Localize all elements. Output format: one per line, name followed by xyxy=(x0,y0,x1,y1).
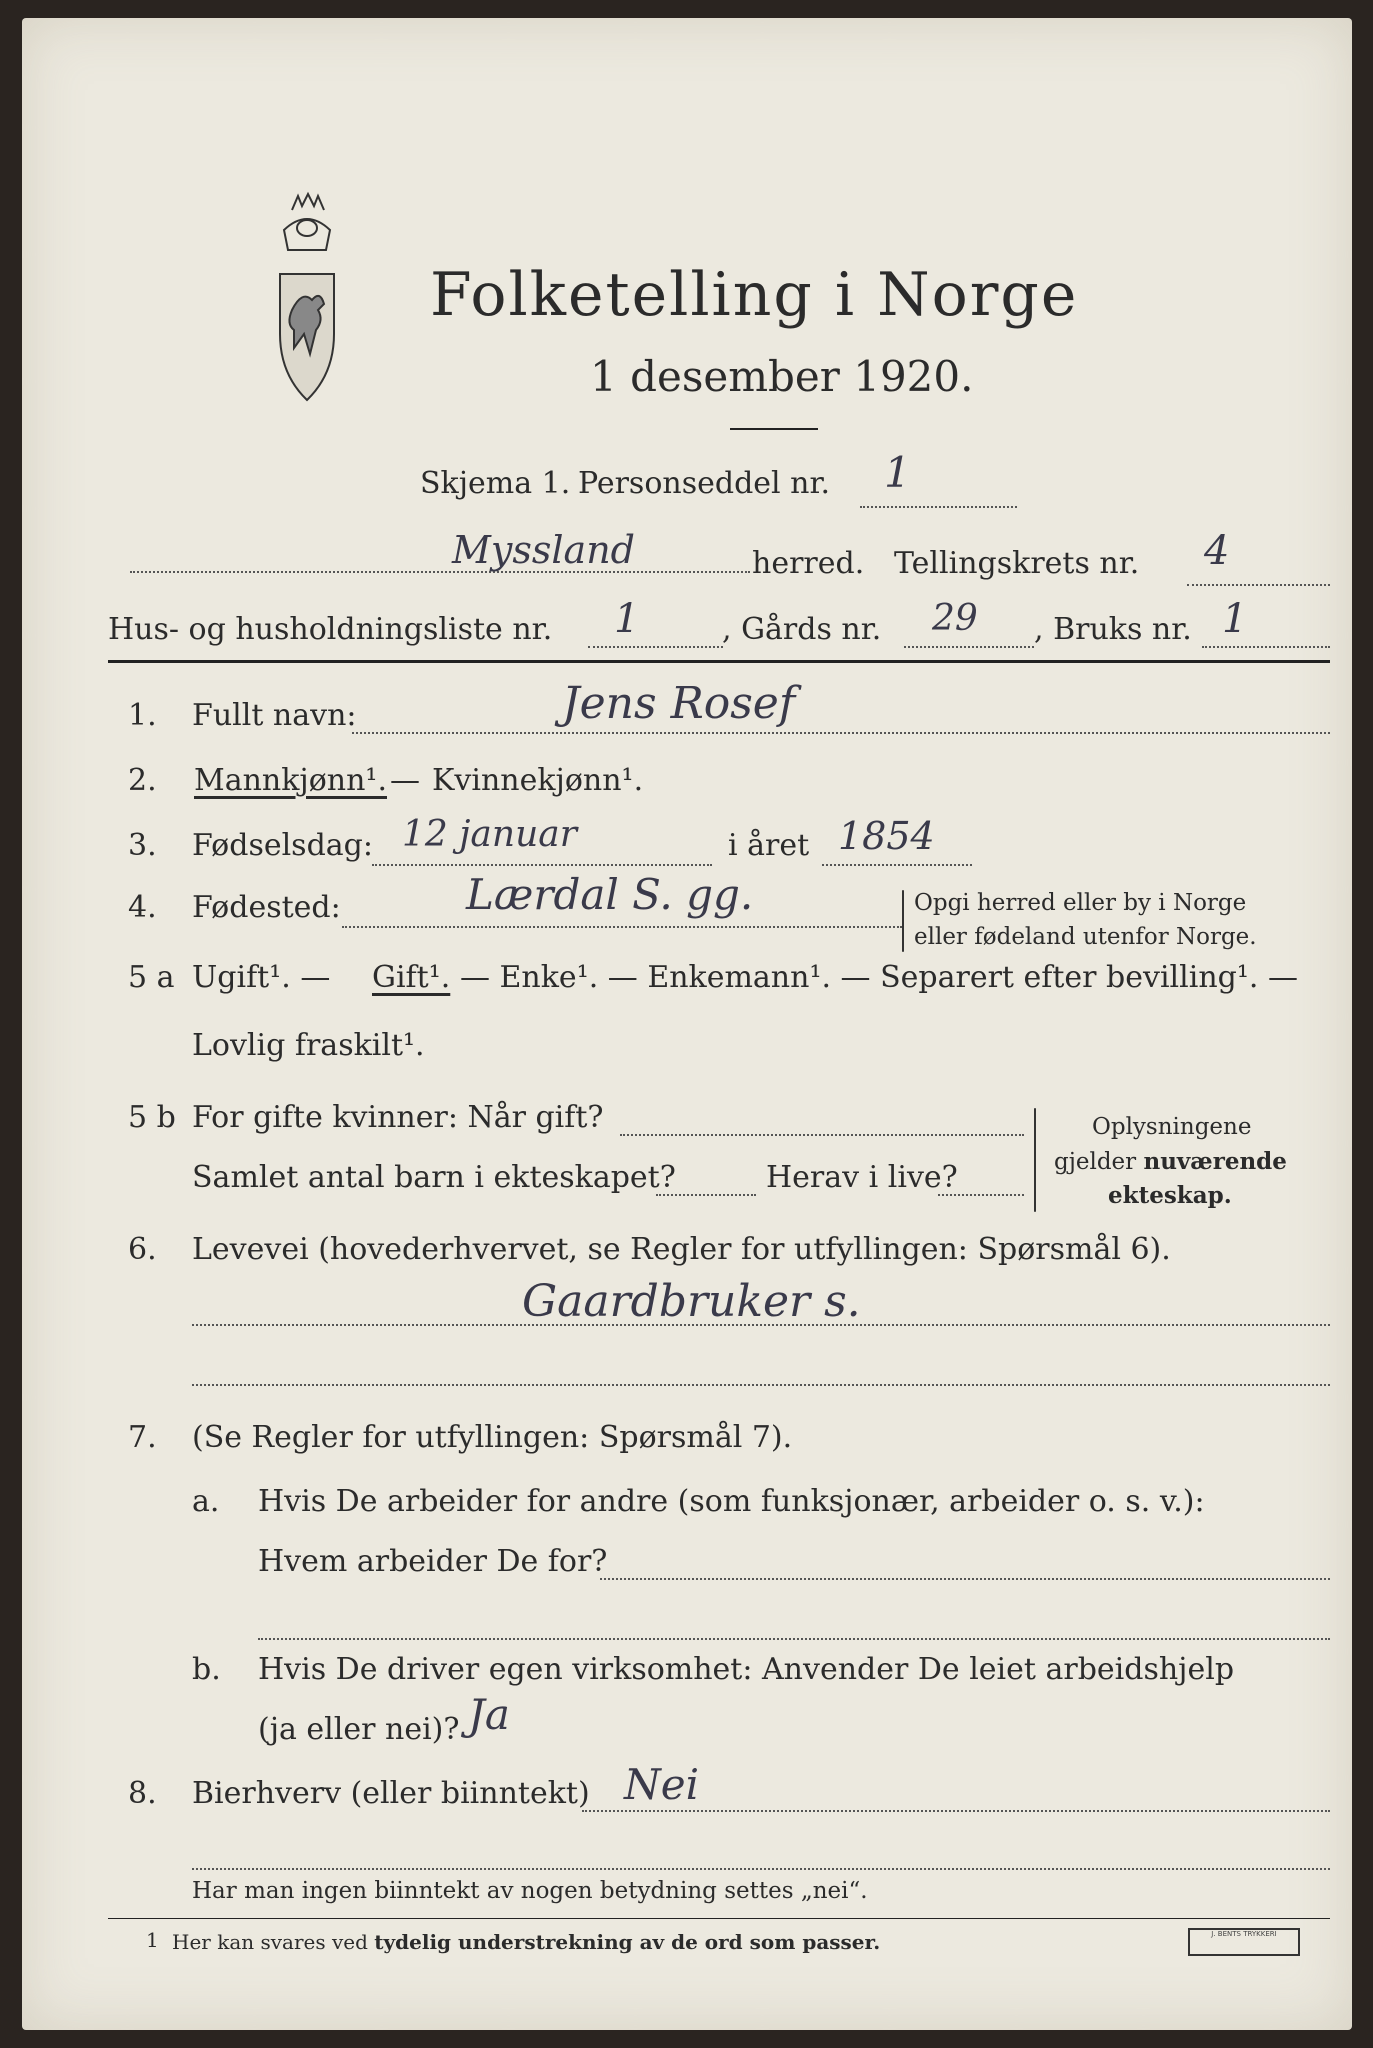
tellingskrets-line xyxy=(1187,584,1330,586)
q1-label: Fullt navn: xyxy=(192,698,357,733)
hus-value[interactable]: 1 xyxy=(614,596,640,642)
q3-year-line xyxy=(822,864,972,866)
tellingskrets-label: Tellingskrets nr. xyxy=(894,546,1140,581)
q7a-number: a. xyxy=(192,1484,220,1519)
herred-label: herred. xyxy=(752,546,865,581)
census-date: 1 desember 1920. xyxy=(590,352,974,401)
q8-note: Har man ingen biinntekt av nogen betydning settes „nei“. xyxy=(192,1878,868,1904)
q5b-label: For gifte kvinner: Når gift? xyxy=(192,1100,604,1135)
q2-female-option[interactable]: Kvinnekjønn¹. xyxy=(432,763,644,798)
q2-separator: — xyxy=(390,763,420,798)
herred-line xyxy=(130,571,750,573)
personseddel-value[interactable]: 1 xyxy=(884,448,911,497)
q5b-note-gjelder: gjelder xyxy=(1054,1149,1144,1175)
q5a-fraskilt-option[interactable]: Lovlig fraskilt¹. xyxy=(192,1028,425,1063)
q7b-number: b. xyxy=(192,1652,221,1687)
personseddel-line xyxy=(860,506,1017,508)
q4-line xyxy=(342,926,902,928)
q5b-note-line2 xyxy=(1054,1148,1287,1175)
q1-line xyxy=(352,732,1330,734)
norway-coat-of-arms-icon xyxy=(262,190,352,410)
q4-number: 4. xyxy=(128,890,157,925)
q7a-employer-label: Hvem arbeider De for? xyxy=(258,1544,608,1579)
q4-note-line1: Opgi herred eller by i Norge xyxy=(914,890,1247,916)
q5a-ugift-option[interactable]: Ugift¹. — xyxy=(192,960,331,995)
q3-year-label: i året xyxy=(728,828,810,863)
census-form-sheet xyxy=(22,18,1352,2030)
q7-number: 7. xyxy=(128,1420,157,1455)
herred-value[interactable]: Myssland xyxy=(452,528,635,572)
personseddel-label: Personseddel nr. xyxy=(578,466,831,501)
q5b-note-line3: ekteskap. xyxy=(1108,1182,1232,1209)
q3-number: 3. xyxy=(128,828,157,863)
q4-note-brace xyxy=(902,890,904,952)
footnote-text-bold: tydelig understrekning av de ord som passer. xyxy=(374,1930,881,1954)
q4-value[interactable]: Lærdal S. gg. xyxy=(466,870,754,919)
q7a-employer-line xyxy=(600,1578,1330,1580)
gards-value[interactable]: 29 xyxy=(932,598,978,639)
q8-line2 xyxy=(192,1868,1330,1870)
bruks-label: , Bruks nr. xyxy=(1034,612,1192,647)
q5b-married-line xyxy=(620,1134,1024,1136)
q5b-note-brace xyxy=(1034,1108,1036,1212)
bruks-line xyxy=(1202,646,1330,648)
tellingskrets-value[interactable]: 4 xyxy=(1204,528,1230,574)
q5b-children-label: Samlet antal barn i ekteskapet? xyxy=(192,1160,676,1195)
q5b-children-line xyxy=(656,1194,756,1196)
q5a-gift-option[interactable]: Gift¹. xyxy=(372,960,451,995)
q1-number: 1. xyxy=(128,698,157,733)
q2-number: 2. xyxy=(128,763,157,798)
q6-label: Levevei (hovederhvervet, se Regler for utfyllingen: Spørsmål 6). xyxy=(192,1232,1171,1267)
q5a-other-options[interactable]: — Enke¹. — Enkemann¹. — Separert efter bevilling¹. — xyxy=(460,960,1298,995)
header-divider xyxy=(108,660,1330,663)
q4-note-line2: eller fødeland utenfor Norge. xyxy=(914,924,1257,950)
hus-label: Hus- og husholdningsliste nr. xyxy=(108,612,553,647)
q5b-alive-line xyxy=(938,1194,1024,1196)
q5b-note-bold: nuværende xyxy=(1143,1148,1287,1175)
q8-line xyxy=(582,1810,1330,1812)
q3-label: Fødselsdag: xyxy=(192,828,373,863)
title-divider xyxy=(730,428,818,430)
q2-male-option[interactable]: Mannkjønn¹. xyxy=(194,763,387,798)
q6-number: 6. xyxy=(128,1232,157,1267)
q7b-label: Hvis De driver egen virksomhet: Anvender De leiet arbeidshjelp xyxy=(258,1652,1235,1687)
skjema-label: Skjema 1. xyxy=(420,466,571,501)
q5b-number: 5 b xyxy=(128,1100,176,1135)
footnote-mark: 1 xyxy=(146,1928,159,1952)
q1-value[interactable]: Jens Rosef xyxy=(562,678,796,729)
hus-line xyxy=(588,646,723,648)
footnote-divider xyxy=(108,1918,1330,1919)
q6-value[interactable]: Gaardbruker s. xyxy=(522,1276,861,1327)
gards-label: , Gårds nr. xyxy=(722,612,882,647)
q5b-note-line1: Oplysningene xyxy=(1092,1114,1252,1140)
q8-number: 8. xyxy=(128,1776,157,1811)
footnote-text-plain: Her kan svares ved xyxy=(172,1930,375,1954)
bruks-value[interactable]: 1 xyxy=(1222,596,1248,642)
q3-year-value[interactable]: 1854 xyxy=(838,814,935,858)
q7-label: (Se Regler for utfyllingen: Spørsmål 7). xyxy=(192,1420,793,1455)
q6-line2 xyxy=(192,1384,1330,1386)
q3-value[interactable]: 12 januar xyxy=(402,814,577,855)
q5a-number: 5 a xyxy=(128,960,175,995)
q8-value[interactable]: Nei xyxy=(624,1760,700,1809)
q8-label: Bierhverv (eller biinntekt) xyxy=(192,1776,590,1811)
q7b-question: (ja eller nei)? xyxy=(258,1712,460,1747)
q4-label: Fødested: xyxy=(192,890,341,925)
gards-line xyxy=(904,646,1034,648)
footnote-text xyxy=(172,1930,880,1954)
q3-line xyxy=(372,864,712,866)
q6-line1 xyxy=(192,1324,1330,1326)
q7a-line2 xyxy=(258,1638,1330,1640)
form-title: Folketelling i Norge xyxy=(430,260,1079,330)
q7b-value[interactable]: Ja xyxy=(468,1690,510,1739)
q7a-label: Hvis De arbeider for andre (som funksjonær, arbeider o. s. v.): xyxy=(258,1484,1205,1519)
q5b-alive-label: Herav i live? xyxy=(766,1160,958,1195)
printer-stamp: J. BENTS TRYKKERI xyxy=(1188,1928,1300,1956)
